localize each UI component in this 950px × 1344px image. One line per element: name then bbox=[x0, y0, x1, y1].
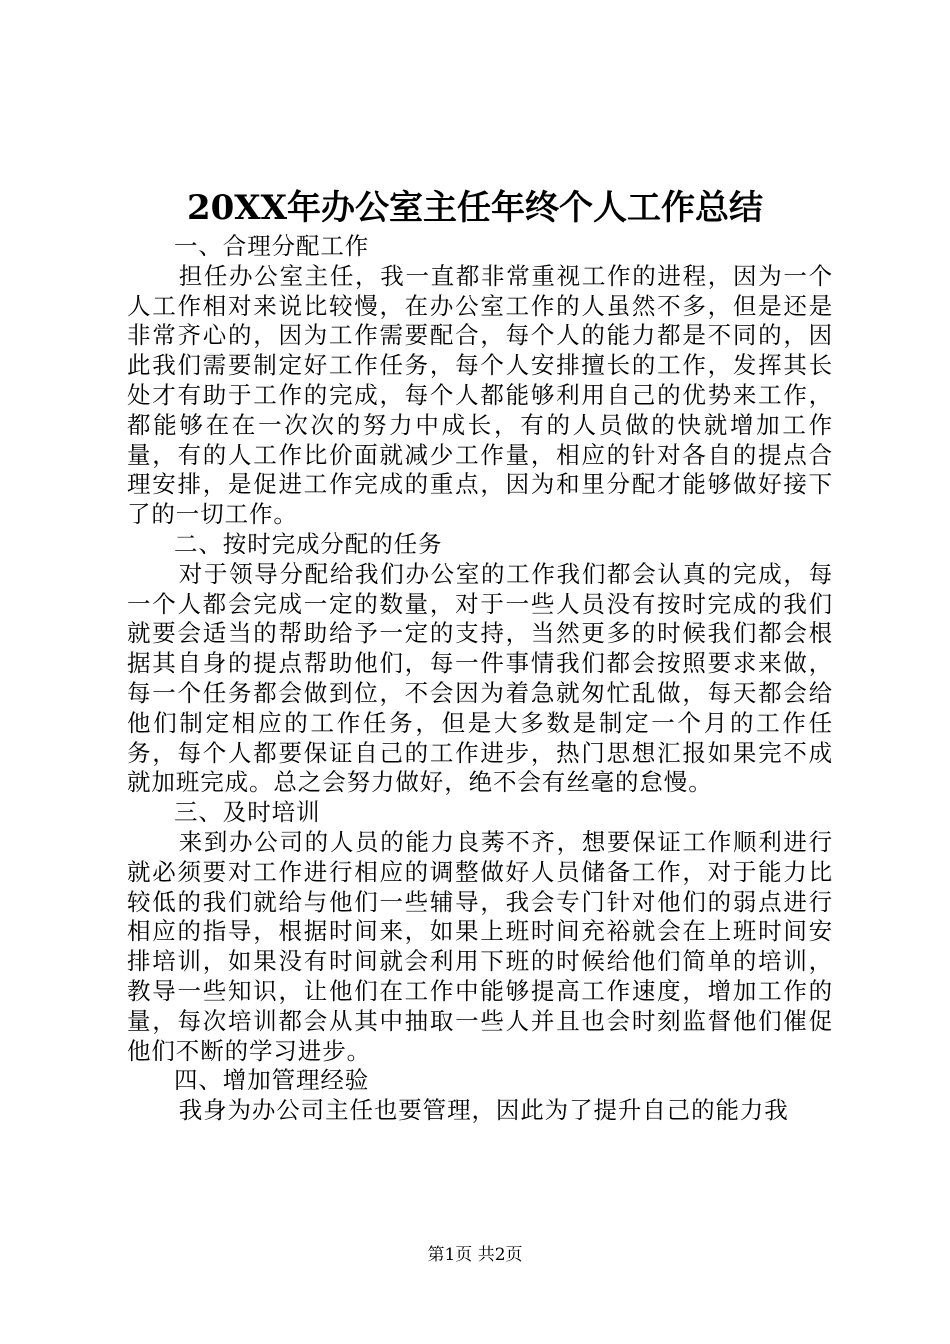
section-heading-4: 四、增加管理经验 bbox=[174, 1066, 370, 1095]
section-heading-2: 二、按时完成分配的任务 bbox=[174, 529, 443, 558]
section-heading-3: 三、及时培训 bbox=[174, 798, 321, 827]
section-paragraph-3: 来到办公司的人员的能力良莠不齐，想要保证工作顺利进行就必须要对工作进行相应的调整做好人员储备工作，对于能力比较低的我们就给与他们一些辅导，我会专门针对他们的弱点进行相应的指导，根据时间来，如果上班时间充裕就会在上班时间安排培训，如果没有时间就会利用下班的时候给他们简单的培训，教导一些知识，让他们在工作中能够提高工作速度，增加工作的量，每次培训都会从其中抽取一些人并且也会时刻监督他们催促他们不断的学习进步。 bbox=[127, 827, 833, 1065]
section-paragraph-2: 对于领导分配给我们办公室的工作我们都会认真的完成，每一个人都会完成一定的数量，对于一些人员没有按时完成的我们就要会适当的帮助给予一定的支持，当然更多的时候我们都会根据其自身的提点帮助他们，每一件事情我们都会按照要求来做，每一个任务都会做到位，不会因为着急就匆忙乱做，每天都会给他们制定相应的工作任务，但是大多数是制定一个月的工作任务，每个人都要保证自己的工作进步，热门思想汇报如果完不成就加班完成。总之会努力做好，绝不会有丝毫的怠慢。 bbox=[127, 559, 833, 797]
section-paragraph-1: 担任办公室主任，我一直都非常重视工作的进程，因为一个人工作相对来说比较慢，在办公室工作的人虽然不多，但是还是非常齐心的，因为工作需要配合，每个人的能力都是不同的，因此我们需要制定好工作任务，每个人安排擅长的工作，发挥其长处才有助于工作的完成，每个人都能够利用自己的优势来工作，都能够在在一次次的努力中成长，有的人员做的快就增加工作量，有的人工作比价面就减少工作量，相应的针对各自的提点合理安排，是促进工作完成的重点，因为和里分配才能够做好接下了的一切工作。 bbox=[127, 261, 833, 529]
page-footer: 第1页 共2页 bbox=[427, 1245, 523, 1265]
document-title: 20XX年办公室主任年终个人工作总结 bbox=[186, 188, 764, 228]
section-paragraph-4: 我身为办公司主任也要管理，因此为了提升自己的能力我 bbox=[178, 1096, 789, 1125]
section-heading-1: 一、合理分配工作 bbox=[174, 232, 370, 260]
document-body bbox=[127, 232, 833, 1126]
